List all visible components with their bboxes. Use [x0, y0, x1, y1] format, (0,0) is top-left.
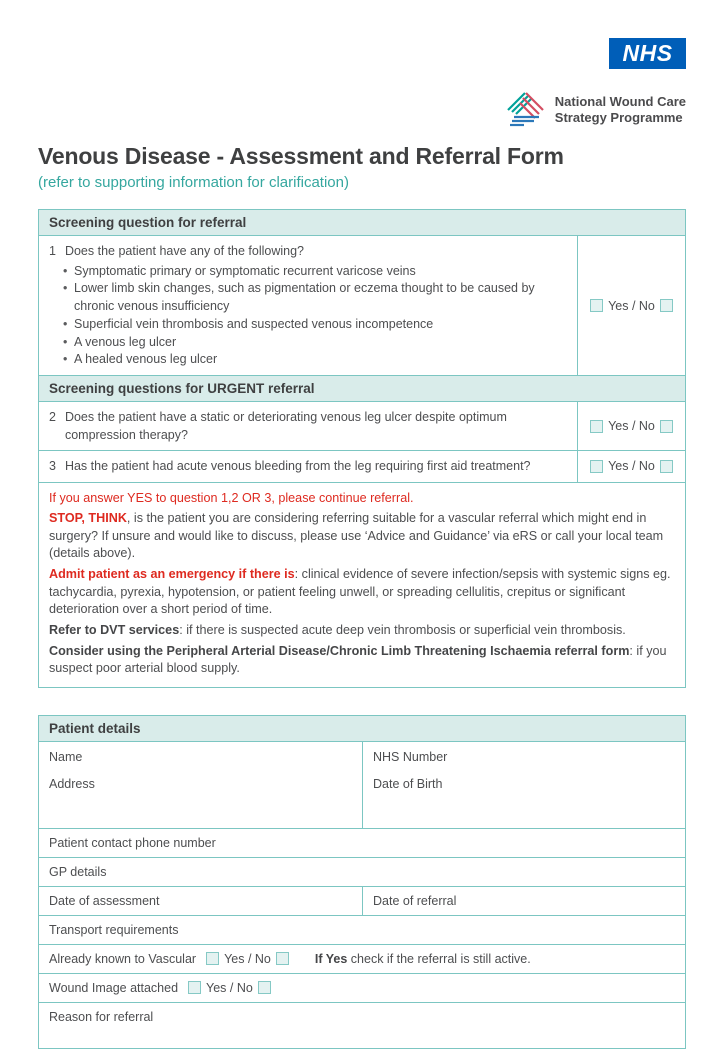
assessment-field-label: Date of assessment — [49, 893, 160, 908]
question-row-3 — [39, 450, 685, 482]
bullet-item: • Superficial vein thrombosis and suspected venous incompetence — [63, 316, 567, 334]
nwcsp-logo — [505, 91, 686, 128]
branding-block — [38, 38, 686, 128]
transport-row — [39, 915, 685, 944]
bullet-item: • Symptomatic primary or symptomatic recurrent varicose veins — [63, 263, 567, 281]
question-2-answer-cell — [577, 402, 685, 450]
question-3-answer-cell — [577, 451, 685, 482]
yes-no-label: Yes / No — [224, 951, 271, 966]
advisory-dvt — [49, 622, 675, 640]
question-3-yes-checkbox[interactable] — [590, 460, 603, 473]
page-subtitle: (refer to supporting information for clarification) — [38, 174, 349, 191]
wound-image-field-label: Wound Image attached — [49, 980, 179, 995]
yes-no-label: Yes / No — [206, 980, 253, 995]
date-of-assessment-cell — [39, 887, 362, 915]
programme-name — [555, 94, 686, 125]
question-3-number: 3 — [49, 459, 56, 473]
bullet-item: • A venous leg ulcer — [63, 334, 567, 352]
name-address-cell — [39, 742, 362, 828]
question-2-text: Does the patient have a static or deteriorating venous leg ulcer despite optimum compression therapy? — [64, 410, 507, 442]
advisory-admit-bold: Admit patient as an emergency if there is — [49, 567, 295, 581]
yes-no-label: Yes / No — [608, 459, 655, 474]
wound-image-row — [39, 973, 685, 1002]
advisory-admit-rest: : clinical evidence of severe infection/sepsis with systemic signs eg. tachycardia, pyrexia, hypotension, or patient feeling unwell, or spreading cellulitis, crepitus or significant deterioration over a short period of time. — [49, 567, 671, 617]
question-row-2 — [39, 401, 685, 450]
advisory-admit — [49, 566, 675, 619]
advisory-dvt-bold: Refer to DVT services — [49, 622, 180, 637]
patient-identity-row — [39, 741, 685, 828]
nhs-number-dob-cell — [362, 742, 685, 828]
section-header-referral: Screening question for referral — [39, 210, 685, 235]
page-title: Venous Disease - Assessment and Referral Form — [38, 143, 564, 169]
address-field-label: Address — [49, 776, 95, 791]
phone-row — [39, 828, 685, 857]
nwcsp-logo-icon — [505, 91, 546, 128]
question-1-yes-checkbox[interactable] — [590, 299, 603, 312]
if-yes-bold-label: If Yes — [314, 951, 348, 966]
vascular-no-checkbox[interactable] — [276, 952, 289, 965]
gp-field-label: GP details — [49, 864, 107, 879]
question-2-cell — [39, 402, 577, 450]
dates-row — [39, 886, 685, 915]
bullet-item: • A healed venous leg ulcer — [63, 351, 567, 369]
nhs-logo — [609, 38, 686, 69]
programme-name-line2: Strategy Programme — [554, 109, 683, 125]
screening-table — [38, 209, 686, 688]
advisory-consider-rest: : if you suspect poor arterial blood supply. — [49, 643, 667, 676]
date-of-referral-cell — [362, 887, 685, 915]
question-1-no-checkbox[interactable] — [660, 299, 673, 312]
advisory-dvt-rest: : if there is suspected acute deep vein thrombosis or superficial vein thrombosis. — [179, 622, 626, 637]
known-to-vascular-row — [39, 944, 685, 973]
nhs-number-field-label: NHS Number — [373, 749, 448, 764]
advisory-continue-line: If you answer YES to question 1,2 OR 3, please continue referral. — [49, 490, 414, 505]
question-1-text: Does the patient have any of the following? — [64, 244, 305, 258]
advisory-stop-think-rest: , is the patient you are considering referring suitable for a vascular referral which might end in surgery? If unsure and would like to discuss, please use ‘Advice and Guidance’ via eRS or call your local team (details above). — [49, 511, 664, 561]
question-2-yes-checkbox[interactable] — [590, 420, 603, 433]
yes-no-label: Yes / No — [608, 419, 655, 433]
vascular-yes-checkbox[interactable] — [206, 952, 219, 965]
nhs-logo-text: NHS — [622, 40, 673, 66]
if-yes-rest-label: check if the referral is still active. — [347, 951, 531, 966]
wound-image-no-checkbox[interactable] — [258, 981, 271, 994]
reason-field-label: Reason for referral — [49, 1009, 154, 1024]
programme-name-line1: National Wound Care — [554, 93, 686, 109]
transport-field-label: Transport requirements — [49, 922, 179, 937]
yes-no-label: Yes / No — [608, 298, 655, 313]
advisory-stop-think-bold: STOP, THINK — [49, 511, 127, 526]
advisory-consider — [49, 643, 675, 678]
question-2-no-checkbox[interactable] — [660, 420, 673, 433]
question-row-1 — [39, 235, 685, 375]
advisory-consider-bold: Consider using the Peripheral Arterial Disease/Chronic Limb Threatening Ischaemia referral form — [49, 643, 630, 658]
advisory-stop-think — [49, 510, 675, 563]
question-1-number: 1 — [49, 244, 56, 258]
patient-details-table — [38, 715, 686, 1049]
question-3-no-checkbox[interactable] — [660, 460, 673, 473]
question-1-cell — [39, 236, 577, 375]
question-1-bullet-list — [49, 263, 567, 370]
dob-field-label: Date of Birth — [373, 776, 443, 791]
section-header-patient-details: Patient details — [39, 716, 685, 741]
question-2-number: 2 — [49, 410, 56, 424]
vascular-field-label: Already known to Vascular — [49, 951, 197, 966]
gp-details-row — [39, 857, 685, 886]
section-header-urgent: Screening questions for URGENT referral — [39, 376, 685, 401]
name-field-label: Name — [49, 749, 83, 764]
bullet-item: • Lower limb skin changes, such as pigmentation or eczema thought to be caused by chronic venous insufficiency — [63, 280, 567, 316]
phone-field-label: Patient contact phone number — [49, 835, 216, 850]
reason-for-referral-row — [39, 1002, 685, 1048]
question-3-cell — [39, 451, 577, 482]
advisory-block — [39, 482, 685, 687]
section-header-urgent-row — [39, 375, 685, 401]
question-1-answer-cell — [577, 236, 685, 375]
question-3-text: Has the patient had acute venous bleeding from the leg requiring first aid treatment? — [64, 459, 531, 473]
wound-image-yes-checkbox[interactable] — [188, 981, 201, 994]
referral-field-label: Date of referral — [373, 893, 457, 908]
